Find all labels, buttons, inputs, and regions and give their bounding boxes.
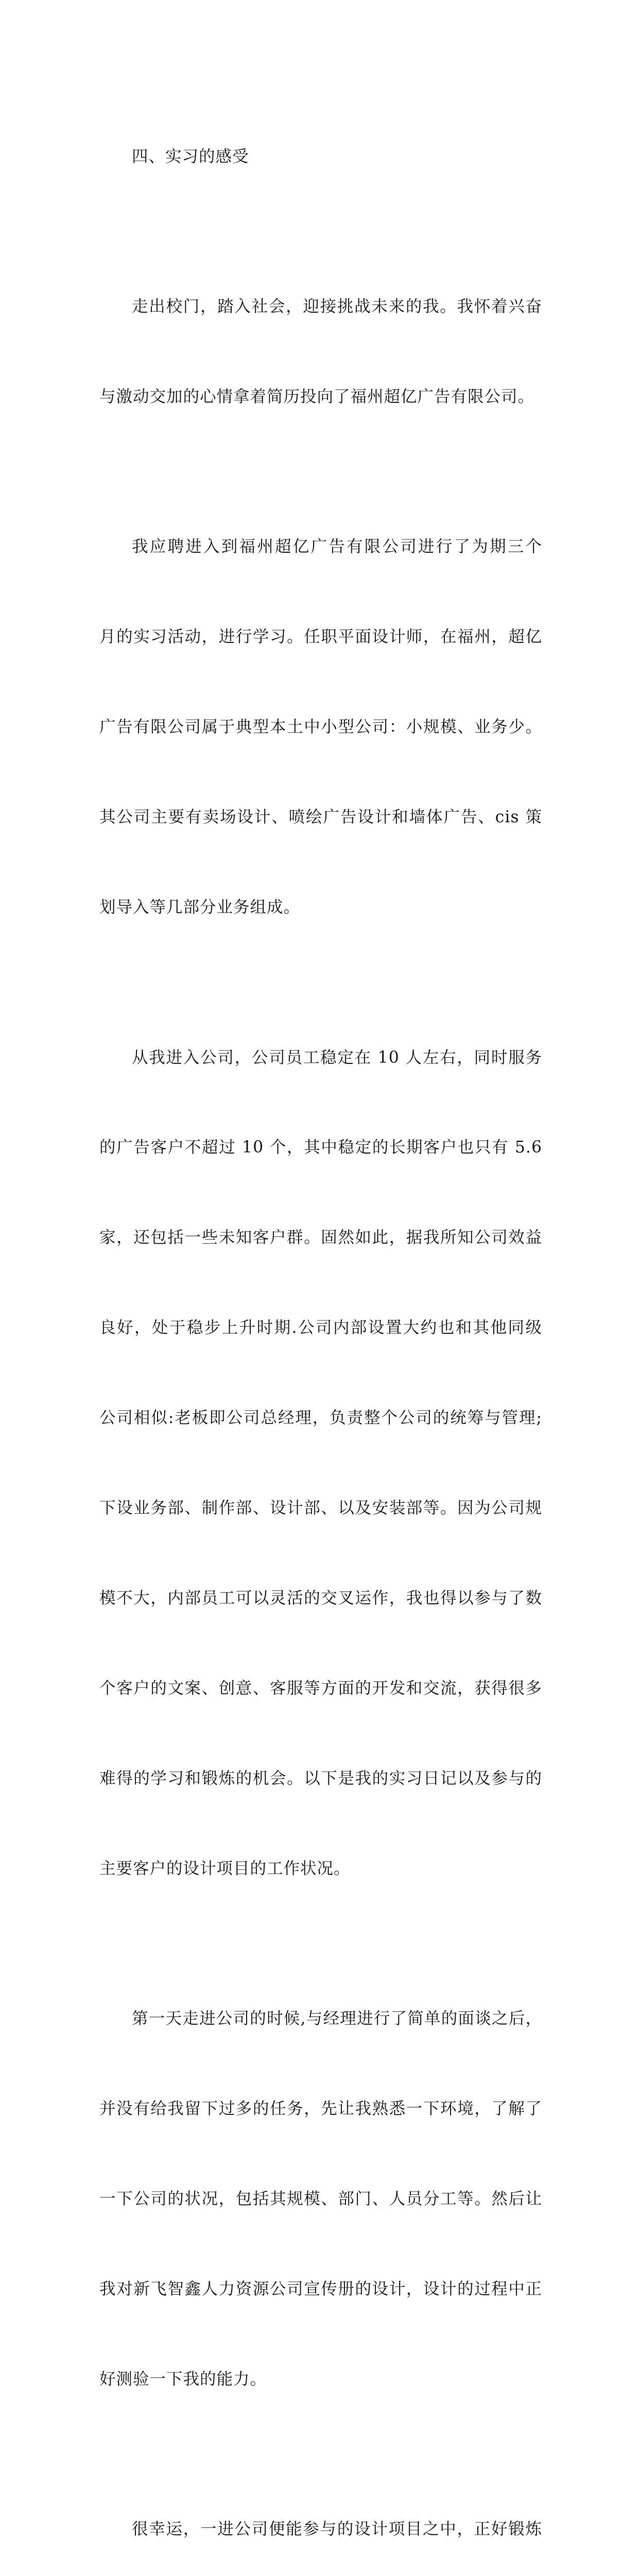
text-line: 主要客户的设计项目的工作状况。 [99, 1859, 351, 1878]
paragraph-2 [99, 472, 542, 982]
text-line: 难得的学习和锻炼的机会。以下是我的实习日记以及参与的 [99, 1769, 542, 1788]
paragraph-3 [99, 982, 542, 1944]
text-line: 个客户的文案、创意、客服等方面的开发和交流，获得很多 [99, 1679, 542, 1698]
text-line: 一下公司的状况，包括其规模、部门、人员分工等。然后让 [99, 2189, 542, 2208]
text-line: 广告有限公司属于典型本土中小型公司：小规模、业务少。 [99, 718, 542, 737]
text-line: 从我进入公司，公司员工稳定在 10 人左右，同时服务 [132, 1048, 542, 1067]
text-line: 我应聘进入到福州超亿广告有限公司进行了为期三个 [132, 537, 542, 556]
text-line: 下设业务部、制作部、设计部、以及安装部等。因为公司规 [99, 1498, 542, 1517]
text-line: 第一天走进公司的时候,与经理进行了简单的面谈之后， [132, 2009, 542, 2028]
text-line: 好测验一下我的能力。 [99, 2369, 267, 2388]
text-line: 的广告客户不超过 10 个，其中稳定的长期客户也只有 5.6 [99, 1138, 542, 1157]
text-line: 很幸运，一进公司便能参与的设计项目之中，正好锻炼 [132, 2520, 542, 2539]
paragraph-1 [99, 231, 542, 471]
text-line: 并没有给我留下过多的任务，先让我熟悉一下环境，了解了 [99, 2099, 542, 2118]
text-line: 走出校门，踏入社会，迎接挑战未来的我。我怀着兴奋 [132, 297, 542, 316]
paragraph-4 [99, 1943, 542, 2454]
text-line: 月的实习活动，进行学习。任职平面设计师，在福州，超亿 [99, 628, 542, 647]
text-line: 与激动交加的心情拿着简历投向了福州超亿广告有限公司。 [99, 387, 535, 406]
paragraph-5 [99, 2454, 542, 2576]
heading-text: 四、实习的感受 [132, 147, 249, 166]
section-heading [99, 81, 542, 231]
text-line: 良好，处于稳步上升时期.公司内部设置大约也和其他同级 [99, 1318, 542, 1337]
text-line: 划导入等几部分业务组成。 [99, 898, 301, 917]
text-line: 家，还包括一些未知客户群。固然如此，据我所知公司效益 [99, 1228, 542, 1247]
text-line: 我对新飞智鑫人力资源公司宣传册的设计，设计的过程中正 [99, 2279, 542, 2298]
text-line: 模不大，内部员工可以灵活的交叉运作，我也得以参与了数 [99, 1588, 542, 1607]
document-body [99, 81, 542, 2576]
text-line: 其公司主要有卖场设计、喷绘广告设计和墙体广告、cis 策 [99, 808, 542, 827]
text-line: 公司相似:老板即公司总经理，负责整个公司的统筹与管理; [99, 1409, 542, 1428]
